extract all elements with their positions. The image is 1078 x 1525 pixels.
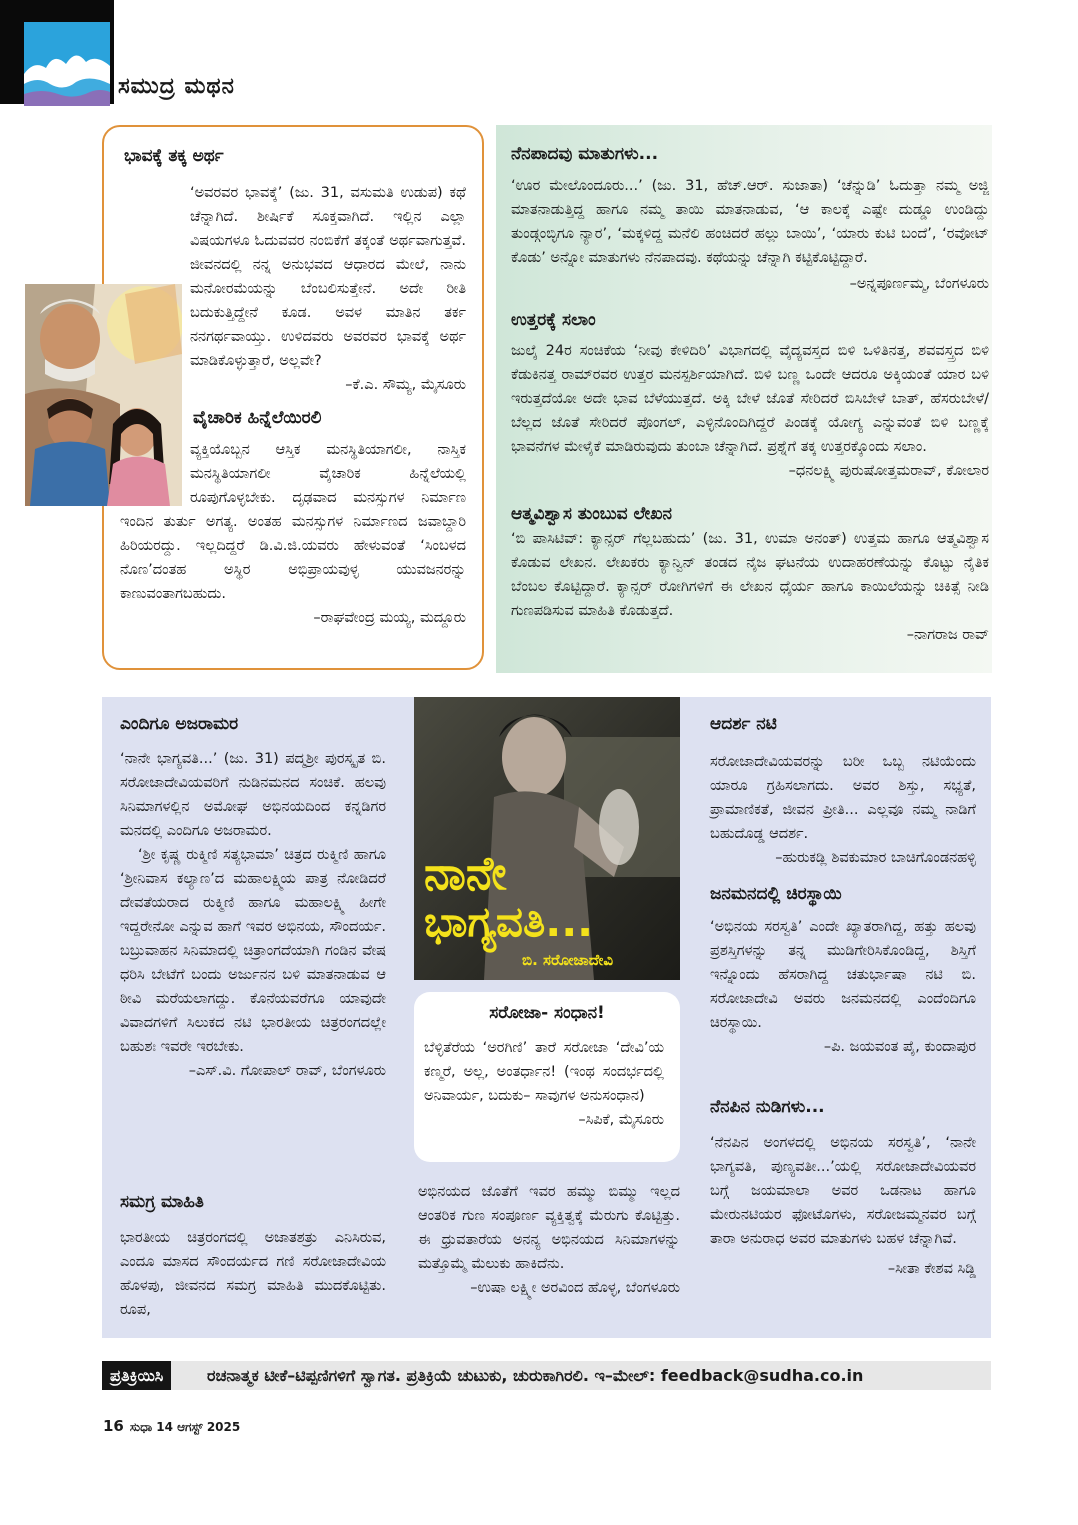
letter-body: ಭಾರತೀಯ ಚಿತ್ರರಂಗದಲ್ಲಿ ಅಜಾತಶತ್ರು ಎನಿಸಿರುವ, ಎಂದೂ ಮಾಸದ ಸೌಂದರ್ಯದ ಗಣಿ ಸರೋಜಾದೇವಿಯ ಹೊಳಪು, ಜೀವನದ ಸಮಗ್ರ ಮಾಹಿತಿ ಮುದಕೊಟ್ಟಿತು. ರೂಪ, (120, 1230, 386, 1318)
letter-body-container (710, 915, 976, 1059)
letter-body: ಜುಲೈ 24ರ ಸಂಚಿಕೆಯ ‘ನೀವು ಕೇಳಿದಿರಿ’ ವಿಭಾಗದಲ್ಲಿ ವೈದ್ಯವಸ್ತದ ಬಿಳಿ ಒಳಿತಿನತ್ತ, ಶವವಸ್ತ್ರದ ಬಿಳಿ ಕೆಡುಕಿನತ್ತ ರಾಮ್‌ರವರ ಉತ್ತರ ಮನಸ್ಪರ್ಶಿಯಾಗಿದೆ. ಬಿಳಿ ಬಣ್ಣ ಒಂದೇ ಆದರೂ ಅಕ್ಕಿಯಂತೆ ಯಾರ ಬಳಿ ಇರುತ್ತದೆಯೋ ಅದೇ ಭಾವ ಬೆಳೆಯುತ್ತದೆ. ಅಕ್ಕಿ ಬೇಳೆ ಜೊತೆ ಸೇರಿದರೆ ಬಿಸಿಬೇಳೆ ಬಾತ್, ಹೆಸರುಬೇಳೆ/ಬೆಲ್ಲದ ಜೊತೆ ಸೇರಿದರೆ ಪೊಂಗಲ್, ಎಳ್ಳಿನೊಂದಿಗಿದ್ದರೆ ಪಿಂಡಕ್ಕೆ ಯೋಗ್ಯ ಎನ್ನುವಂತೆ ಬಿಳಿ ಬಣ್ಣಕ್ಕೆ ಭಾವನೆಗಳ ಮೇಳೈಕೆ ಮಾಡಿರುವುದು ತುಂಬಾ ಚೆನ್ನಾಗಿದೆ. ಪ್ರಶ್ನೆಗೆ ತಕ್ಕ ಉತ್ತರಕ್ಕೊಂದು ಸಲಾಂ. (511, 343, 989, 455)
letter-signature: –ರಾಘವೇಂದ್ರ ಮಯ್ಯ, ಮದ್ದೂರು (313, 610, 466, 626)
photo-title: ಭಾಗ್ಯವತಿ... (424, 897, 594, 946)
letter-body: ‘ನೆನಪಿನ ಅಂಗಳದಲ್ಲಿ ಅಭಿನಯ ಸರಸ್ವತಿ’, ‘ನಾನೇ ಭಾಗ್ಯವತಿ, ಪುಣ್ಯವತೀ...’ಯಲ್ಲಿ ಸರೋಜಾದೇವಿಯವರ ಬಗ್ಗೆ ಜಯಮಾಲಾ ಅವರ ಒಡನಾಟ ಹಾಗೂ ಮೇರುನಟಿಯರ ಫೋಟೊಗಳು, ಸರೋಜಮ್ಮನವರ ಬಗ್ಗೆ ತಾರಾ ಅನುರಾಧ ಅವರ ಮಾತುಗಳು ಬಹಳ ಚೆನ್ನಾಗಿವೆ. (710, 1135, 976, 1247)
feedback-text: ರಚನಾತ್ಮಕ ಟೀಕೆ–ಟಿಪ್ಪಣಿಗಳಿಗೆ ಸ್ವಾಗತ. ಪ್ರತಿಕ್ರಿಯೆ ಚುಟುಕು, ಚುರುಕಾಗಿರಲಿ. ಇ–ಮೇಲ್: feedback@sudha.co.in (207, 1366, 864, 1385)
letter-body-container (511, 339, 989, 483)
letter-body: ಬೆಳ್ಳಿತೆರೆಯ ‘ಅರಗಿಣಿ’ ತಾರೆ ಸರೋಜಾ ‘ದೇವಿ’ಯ ಕಣ್ಮರೆ, ಅಲ್ಲ, ಅಂತರ್ಧಾನ! (ಇಂಥ ಸಂದರ್ಭದಲ್ಲಿ ಅನಿವಾರ್ಯ, ಬದುಕು– ಸಾವುಗಳ ಅನುಸಂಧಾನ) (424, 1040, 664, 1104)
letter-body: ‘ಅವರವರ ಭಾವಕ್ಕೆ’ (ಜು. 31, ವಸುಮತಿ ಉಡುಪ) ಕಥೆ ಚೆನ್ನಾಗಿದೆ. ಶೀರ್ಷಿಕೆ ಸೂಕ್ತವಾಗಿದೆ. ಇಲ್ಲಿನ ಎಲ್ಲಾ ವಿಷಯಗಳೂ ಓದುವವರ ನಂಬಿಕೆಗೆ ತಕ್ಕಂತೆ ಅರ್ಥವಾಗುತ್ತವೆ. ಜೀವನದಲ್ಲಿ ನನ್ನ ಅನುಭವದ ಆಧಾರದ ಮೇಲೆ, ನಾನು ಮನೋರಮೆಯನ್ನು ಬೆಂಬಲಿಸುತ್ತೇನೆ. ಅದೇ ರೀತಿ ಬದುಕುತ್ತಿದ್ದೇನೆ ಕೂಡ. ಅವಳ ಮಾತಿನ ತರ್ಕ ನನಗರ್ಥವಾಯ್ತು. ಉಳಿದವರು ಅವರವರ ಭಾವಕ್ಕೆ ಅರ್ಥ ಮಾಡಿಕೊಳ್ಳುತ್ತಾರೆ, ಅಲ್ಲವೇ? (190, 185, 466, 369)
letter-body-container (511, 527, 989, 647)
issue-date: ಸುಧಾ 14 ಆಗಸ್ಟ್ 2025 (129, 1420, 241, 1434)
letter-signature: –ಎಸ್.ವಿ. ಗೋಪಾಲ್ ರಾವ್, ಬೆಂಗಳೂರು (188, 1063, 386, 1079)
letter-signature: –ಉಷಾ ಲಕ್ಷ್ಮೀ ಅರವಿಂದ ಹೊಳ್ಳ, ಬೆಂಗಳೂರು (470, 1280, 680, 1296)
letter-heading: ಸರೋಜಾ- ಸಂಧಾನ! (489, 1003, 605, 1023)
waves-logo-icon (24, 22, 110, 106)
feedback-tag: ಪ್ರತಿಕ್ರಿಯಿಸಿ (102, 1361, 171, 1390)
letter-body-container (120, 438, 466, 630)
letter-heading: ಎಂದಿಗೂ ಅಜರಾಮರ (120, 714, 239, 734)
letter-signature: –ಕೆ.ಎ. ಸೌಮ್ಯ, ಮೈಸೂರು (345, 377, 466, 393)
letter-body: ಅಭಿನಯದ ಜೊತೆಗೆ ಇವರ ಹಮ್ಮು ಬಿಮ್ಮು ಇಲ್ಲದ ಆಂತರಿಕ ಗುಣ ಸಂಪೂರ್ಣ ವ್ಯಕ್ತಿತ್ವಕ್ಕೆ ಮೆರುಗು ಕೊಟ್ಟಿತ್ತು. ಈ ಧ್ರುವತಾರೆಯ ಅನನ್ಯ ಅಭಿನಯದ ಸಿನಿಮಾಗಳನ್ನು ಮತ್ತೊಮ್ಮೆ ಮೆಲುಕು ಹಾಕಿದೆನು. (418, 1184, 680, 1272)
letter-body-container (120, 747, 386, 1083)
letter-body-container (511, 174, 989, 296)
letter-heading: ಭಾವಕ್ಕೆ ತಕ್ಕ ಅರ್ಥ (124, 146, 224, 166)
letter-signature: –ಸೀತಾ ಕೇಶವ ಸಿಡ್ಡಿ (887, 1261, 976, 1277)
letter-signature: –ಪಿ. ಜಯವಂತ ಪೈ, ಕುಂದಾಪುರ (823, 1039, 976, 1055)
letter-heading: ವೈಚಾರಿಕ ಹಿನ್ನೆಲೆಯಿರಲಿ (193, 408, 322, 428)
letter-signature: –ಸಿಪಿಕೆ, ಮೈಸೂರು (578, 1112, 664, 1128)
letter-signature: –ಅನ್ನಪೂರ್ಣಮ್ಮ, ಬೆಂಗಳೂರು (849, 276, 989, 292)
letter-heading: ನೆನಪಾದವು ಮಾತುಗಳು... (511, 144, 659, 164)
section-title: ಸಮುದ್ರ ಮಥನ (118, 74, 235, 99)
letter-heading: ಆದರ್ಶ ನಟಿ (710, 714, 777, 734)
letter-body: ‘ಶ್ರೀ ಕೃಷ್ಣ ರುಕ್ಮಿಣಿ ಸತ್ಯಭಾಮಾ’ ಚಿತ್ರದ ರುಕ್ಮಿಣಿ ಹಾಗೂ ‘ಶ್ರೀನಿವಾಸ ಕಲ್ಯಾಣ’ದ ಮಹಾಲಕ್ಷ್ಮಿಯ ಪಾತ್ರ ನೋಡಿದರೆ ದೇವತೆಯರಾದ ರುಕ್ಮಿಣಿ ಹಾಗೂ ಮಹಾಲಕ್ಷ್ಮಿ ಹೀಗೇ ಇದ್ದರೇನೋ ಎನ್ನುವ ಹಾಗೆ ಇವರ ಅಭಿನಯ, ಸೌಂದರ್ಯ. ಬಬ್ರುವಾಹನ ಸಿನಿಮಾದಲ್ಲಿ ಚಿತ್ರಾಂಗದೆಯಾಗಿ ಗಂಡಿನ ವೇಷ ಧರಿಸಿ ಬೇಟೆಗೆ ಬಂದು ಅರ್ಜುನನ ಬಳಿ ಮಾತನಾಡುವ ಆ ಠೀವಿ ಮರೆಯಲಾಗದ್ದು. ಕೊನೆಯವರೆಗೂ ಯಾವುದೇ ವಿವಾದಗಳಿಗೆ ಸಿಲುಕದ ನಟಿ ಭಾರತೀಯ ಚಿತ್ರರಂಗದಲ್ಲೇ ಬಹುಶಃ ಇವರೇ ಇರಬೇಕು. (120, 847, 386, 1055)
letter-signature: –ಧನಲಕ್ಷ್ಮಿ ಪುರುಷೋತ್ತಮರಾವ್, ಕೋಲಾರ (788, 463, 989, 479)
page-folio (103, 1417, 240, 1435)
letter-body: ‘ಅಭಿನಯ ಸರಸ್ವತಿ’ ಎಂದೇ ಖ್ಯಾತರಾಗಿದ್ದ, ಹತ್ತು ಹಲವು ಪ್ರಶಸ್ತಿಗಳನ್ನು ತನ್ನ ಮುಡಿಗೇರಿಸಿಕೊಂಡಿದ್ದ, ಶಿಸ್ತಿಗೆ ಇನ್ನೊಂದು ಹೆಸರಾಗಿದ್ದ ಚತುರ್ಭಾಷಾ ನಟಿ ಬಿ. ಸರೋಜಾದೇವಿ ಅವರು ಜನಮನದಲ್ಲಿ ಎಂದೆಂದಿಗೂ ಚಿರಸ್ಥಾಯಿ. (710, 919, 976, 1031)
letter-body-container (710, 750, 976, 870)
letter-heading: ನೆನಪಿನ ನುಡಿಗಳು... (710, 1097, 825, 1117)
letter-signature: –ನಾಗರಾಜ ರಾವ್ (906, 627, 989, 643)
letter-body: ‘ನಾನೇ ಭಾಗ್ಯವತಿ...’ (ಜು. 31) ಪದ್ಮಶ್ರೀ ಪುರಸ್ಕೃತ ಬಿ. ಸರೋಜಾದೇವಿಯವರಿಗೆ ನುಡಿನಮನದ ಸಂಚಿಕೆ. ಹಲವು ಸಿನಿಮಾಗಳಲ್ಲಿನ ಅಮೋಘ ಅಭಿನಯದಿಂದ ಕನ್ನಡಿಗರ ಮನದಲ್ಲಿ ಎಂದಿಗೂ ಅಜರಾಮರ. (120, 751, 386, 839)
letter-heading: ಉತ್ತರಕ್ಕೆ ಸಲಾಂ (511, 310, 596, 330)
letter-heading: ಸಮಗ್ರ ಮಾಹಿತಿ (120, 1192, 204, 1212)
letter-body-container (120, 1226, 386, 1322)
letter-body-container (710, 1131, 976, 1281)
letter-body: ವ್ಯಕ್ತಿಯೊಬ್ಬನ ಆಸ್ತಿಕ ಮನಸ್ಥಿತಿಯಾಗಲೀ, ನಾಸ್ತಿಕ ಮನಸ್ಥಿತಿಯಾಗಲೀ ವೈಚಾರಿಕ ಹಿನ್ನೆಲೆಯಲ್ಲಿ ರೂಪುಗೊಳ್ಳಬೇಕು. ದೃಢವಾದ ಮನಸ್ಸುಗಳ ನಿರ್ಮಾಣ ಇಂದಿನ ತುರ್ತು ಅಗತ್ಯ. ಅಂತಹ ಮನಸ್ಸುಗಳ ನಿರ್ಮಾಣದ ಜವಾಬ್ದಾರಿ ಹಿರಿಯರದ್ದು. ಇಲ್ಲದಿದ್ದರೆ ಡಿ.ವಿ.ಜಿ.ಯವರು ಹೇಳುವಂತೆ ‘ಸಿಂಬಳದ ನೊಣ’ದಂತಹ ಅಸ್ಥಿರ ಅಭಿಪ್ರಾಯವುಳ್ಳ ಯುವಜನರನ್ನು ಕಾಣುವಂತಾಗಬಹುದು. (120, 442, 466, 602)
letter-body: ‘ಬಿ ಪಾಸಿಟಿವ್: ಕ್ಯಾನ್ಸರ್ ಗೆಲ್ಲಬಹುದು’ (ಜು. 31, ಉಮಾ ಅನಂತ್) ಉತ್ತಮ ಹಾಗೂ ಆತ್ಮವಿಶ್ವಾಸ ಕೊಡುವ ಲೇಖನ. ಲೇಖಕರು ಕ್ಯಾನ್ವಿನ್ ತಂಡದ ನೈಜ ಘಟನೆಯ ಉದಾಹರಣೆಯನ್ನು ಕೊಟ್ಟು ನೈತಿಕ ಬೆಂಬಲ ಕೊಟ್ಟಿದ್ದಾರೆ. ಕ್ಯಾನ್ಸರ್ ರೋಗಿಗಳಿಗೆ ಈ ಲೇಖನ ಧೈರ್ಯ ಹಾಗೂ ಕಾಯಿಲೆಯನ್ನು ಚಿಕಿತ್ಸೆ ನೀಡಿ ಗುಣಪಡಿಸುವ ಮಾಹಿತಿ ಕೊಡುತ್ತದೆ. (511, 531, 989, 619)
letter-body-container (418, 1180, 680, 1300)
letter-heading: ಆತ್ಮವಿಶ್ವಾಸ ತುಂಬುವ ಲೇಖನ (511, 504, 672, 524)
letter-body: ‘ಊರ ಮೇಲೊಂದೂರು...’ (ಜು. 31, ಹೆಚ್.ಆರ್. ಸುಜಾತಾ) ‘ಚೆನ್ನುಡಿ’ ಓದುತ್ತಾ ನಮ್ಮ ಅಜ್ಜಿ ಮಾತನಾಡುತ್ತಿದ್ದ ಹಾಗೂ ನಮ್ಮ ತಾಯಿ ಮಾತನಾಡುವ, ‘ಆ ಕಾಲಕ್ಕೆ ಎಷ್ಟೇ ದುಡ್ಡೂ ಉಂಡಿದ್ದು ತುಂಡ್ಗಂಬ್ಳಿಗೂ ನ್ಯಾರ’, ‘ಮಕ್ಕಳಿದ್ದ ಮನೆಲಿ ಹಂಚಿದರೆ ಹಲ್ಲು ಬಾಯಿ’, ‘ಯಾರು ಕುಟಿ ಬಂದೆ’, ‘ರವೋಟ್ ಕೊಡು’ ಅನ್ನೋ ಮಾತುಗಳು ನೆನಪಾದವು. ಕಥೆಯನ್ನು ಚೆನ್ನಾಗಿ ಕಟ್ಟಿಕೊಟ್ಟಿದ್ದಾರೆ. (511, 178, 989, 266)
page-number: 16 (103, 1417, 124, 1435)
letter-signature: –ಹುರುಕಡ್ಲಿ ಶಿವಕುಮಾರ ಬಾಚಿಗೊಂಡನಹಳ್ಳಿ (775, 850, 976, 866)
letter-body: ಸರೋಜಾದೇವಿಯವರನ್ನು ಬರೀ ಒಬ್ಬ ನಟಿಯೆಂದು ಯಾರೂ ಗ್ರಹಿಸಲಾಗದು. ಅವರ ಶಿಸ್ತು, ಸಭ್ಯತೆ, ಪ್ರಾಮಾಣಿಕತೆ, ಜೀವನ ಪ್ರೀತಿ... ಎಲ್ಲವೂ ನಮ್ಮ ನಾಡಿಗೆ ಬಹುದೊಡ್ಡ ಆದರ್ಶ. (710, 754, 976, 842)
photo-title: ನಾನೇ (424, 846, 507, 900)
photo-byline: ಬಿ. ಸರೋಜಾದೇವಿ (522, 951, 614, 969)
letter-heading: ಜನಮನದಲ್ಲಿ ಚಿರಸ್ಥಾಯಿ (710, 884, 842, 904)
letter-body-container (424, 1036, 664, 1132)
